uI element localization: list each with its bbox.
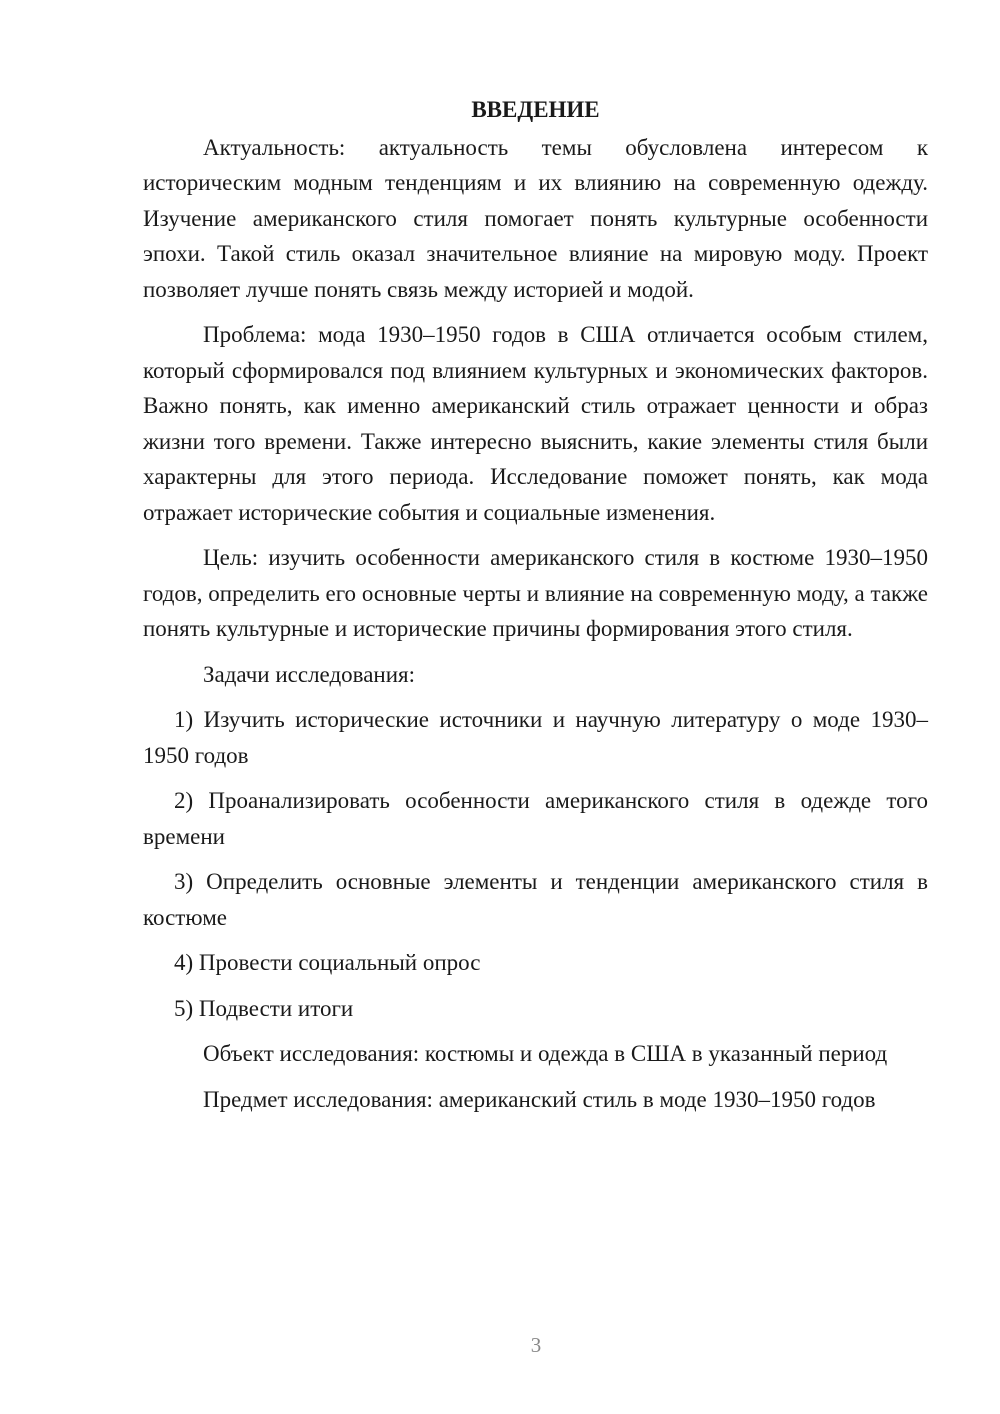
problem-paragraph: Проблема: мода 1930–1950 годов в США отличается особым стилем, который сформировался под влиянием культурных и экономических факторов. Важно понять, как именно американский стиль отражает ценности и образ жизни того времени. Также интересно выяснить, какие элементы стиля были характерны для этого периода. Исследование поможет понять, как мода отражает исторические события и социальные изменения. <box>143 322 928 525</box>
task-item-3: 3) Определить основные элементы и тенденции американского стиля в костюме <box>143 869 928 930</box>
goal-paragraph: Цель: изучить особенности американского стиля в костюме 1930–1950 годов, определить его основные черты и влияние на современную моду, а также понять культурные и исторические причины формирования этого стиля. <box>143 545 928 641</box>
task-item-1: 1) Изучить исторические источники и научную литературу о моде 1930–1950 годов <box>143 707 928 768</box>
task-item-2: 2) Проанализировать особенности американского стиля в одежде того времени <box>143 788 928 849</box>
page-number: 3 <box>530 1333 542 1357</box>
page-content <box>143 92 928 1117</box>
task-item-4: 4) Провести социальный опрос <box>174 950 481 975</box>
task-item-5: 5) Подвести итоги <box>174 995 354 1021</box>
tasks-title: Задачи исследования: <box>203 661 416 687</box>
object-paragraph: Объект исследования: костюмы и одежда в США в указанный период <box>203 1041 888 1066</box>
relevance-paragraph: Актуальность: актуальность темы обусловлена интересом к историческим модным тенденциям и их влиянию на современную одежду. Изучение американского стиля помогает понять культурные особенности эпохи. Такой стиль оказал значительное влияние на мировую моду. Проект позволяет лучше понять связь между историей и модой. <box>143 134 928 302</box>
subject-paragraph: Предмет исследования: американский стиль в моде 1930–1950 годов <box>203 1086 876 1112</box>
page-title: ВВЕДЕНИЕ <box>471 97 600 122</box>
